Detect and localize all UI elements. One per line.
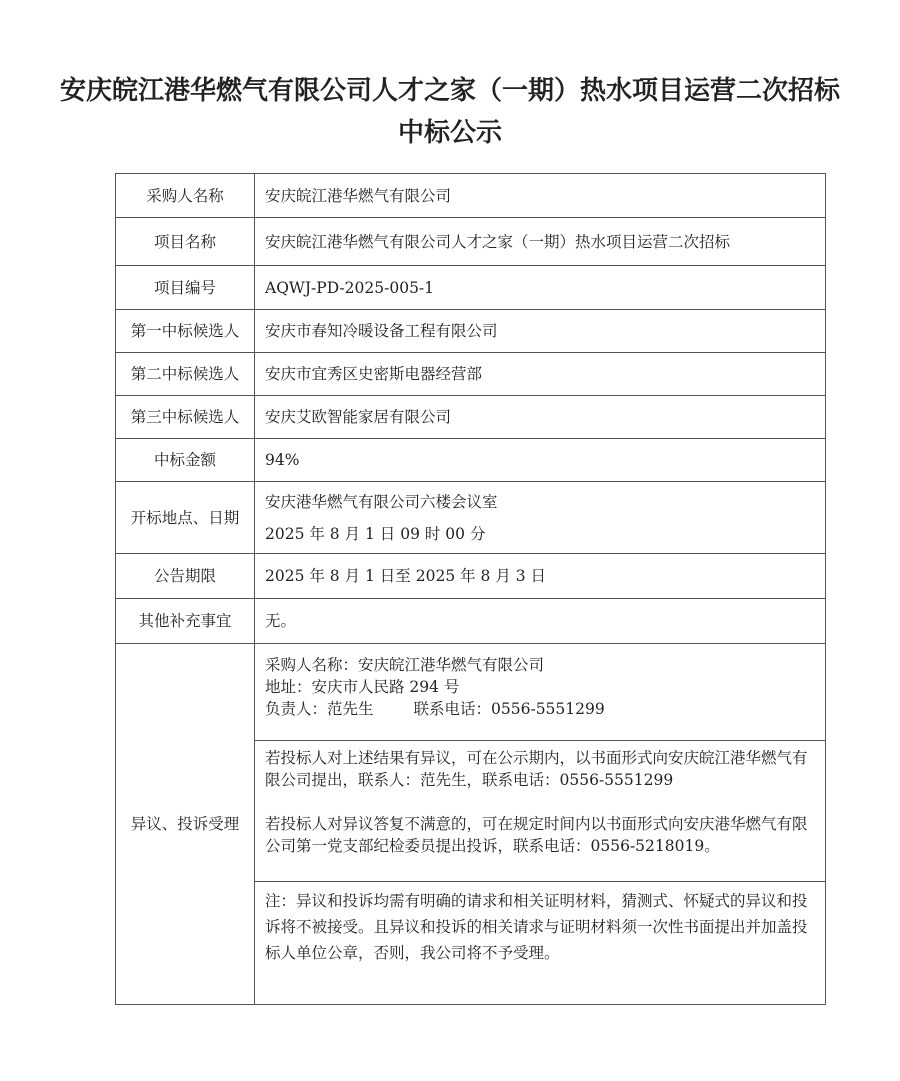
row-label: 中标金额 [116, 439, 255, 482]
award-table [115, 173, 826, 1005]
row-value: 安庆艾欧智能家居有限公司 [255, 396, 826, 439]
bid-opening-location: 安庆港华燃气有限公司六楼会议室 [265, 492, 498, 511]
row-value: 安庆皖江港华燃气有限公司 [255, 174, 826, 218]
row-label: 其他补充事宜 [116, 599, 255, 644]
row-value: 安庆市春知冷暖设备工程有限公司 [255, 310, 826, 353]
objection-text: 若投标人对上述结果有异议，可在公示期内，以书面形式向安庆皖江港华燃气有限公司提出，联系人：范先生，联系电话：0556-5551299 [265, 749, 808, 789]
row-label: 第三中标候选人 [116, 396, 255, 439]
table-row [116, 599, 826, 644]
note-block [255, 882, 825, 972]
row-value: 94% [255, 439, 826, 482]
row-value: AQWJ-PD-2025-005-1 [255, 266, 826, 310]
table-row [116, 482, 826, 554]
table-row [116, 396, 826, 439]
table-row [116, 439, 826, 482]
row-value: 2025 年 8 月 1 日至 2025 年 8 月 3 日 [255, 554, 826, 599]
page-title: 安庆皖江港华燃气有限公司人才之家（一期）热水项目运营二次招标中标公示 [60, 76, 841, 148]
contact-person: 负责人：范先生 [265, 700, 374, 718]
table-row [116, 218, 826, 266]
bid-opening-date: 2025 年 8 月 1 日 09 时 00 分 [265, 524, 486, 543]
row-label: 第一中标候选人 [116, 310, 255, 353]
row-value: 安庆市宜秀区史密斯电器经营部 [255, 353, 826, 396]
table-row [116, 310, 826, 353]
buyer-name: 采购人名称：安庆皖江港华燃气有限公司 [265, 656, 545, 674]
row-label: 异议、投诉受理 [116, 644, 255, 1005]
row-value: 安庆皖江港华燃气有限公司人才之家（一期）热水项目运营二次招标 [255, 218, 826, 266]
buyer-address: 地址：安庆市人民路 294 号 [265, 678, 460, 696]
row-label: 公告期限 [116, 554, 255, 599]
row-label: 项目编号 [116, 266, 255, 310]
table-row [116, 353, 826, 396]
table-row [116, 554, 826, 599]
contact-phone: 联系电话：0556-5551299 [413, 700, 605, 718]
complaint-text: 若投标人对异议答复不满意的，可在规定时间内以书面形式向安庆港华燃气有限公司第一党支部纪检委员提出投诉，联系电话：0556-5218019。 [265, 815, 808, 855]
table-row [116, 644, 826, 1005]
row-label: 采购人名称 [116, 174, 255, 218]
row-label: 开标地点、日期 [116, 482, 255, 554]
table-row [116, 266, 826, 310]
row-value: 无。 [255, 599, 826, 644]
row-label: 第二中标候选人 [116, 353, 255, 396]
table-row [116, 174, 826, 218]
objection-block [255, 741, 825, 882]
row-label: 项目名称 [116, 218, 255, 266]
buyer-contact-block [255, 644, 825, 741]
note-text: 注：异议和投诉均需有明确的请求和相关证明材料，猜测式、怀疑式的异议和投诉将不被接受。且异议和投诉的相关请求与证明材料须一次性书面提出并加盖投标人单位公章，否则，我公司将不予受理。 [265, 892, 808, 962]
